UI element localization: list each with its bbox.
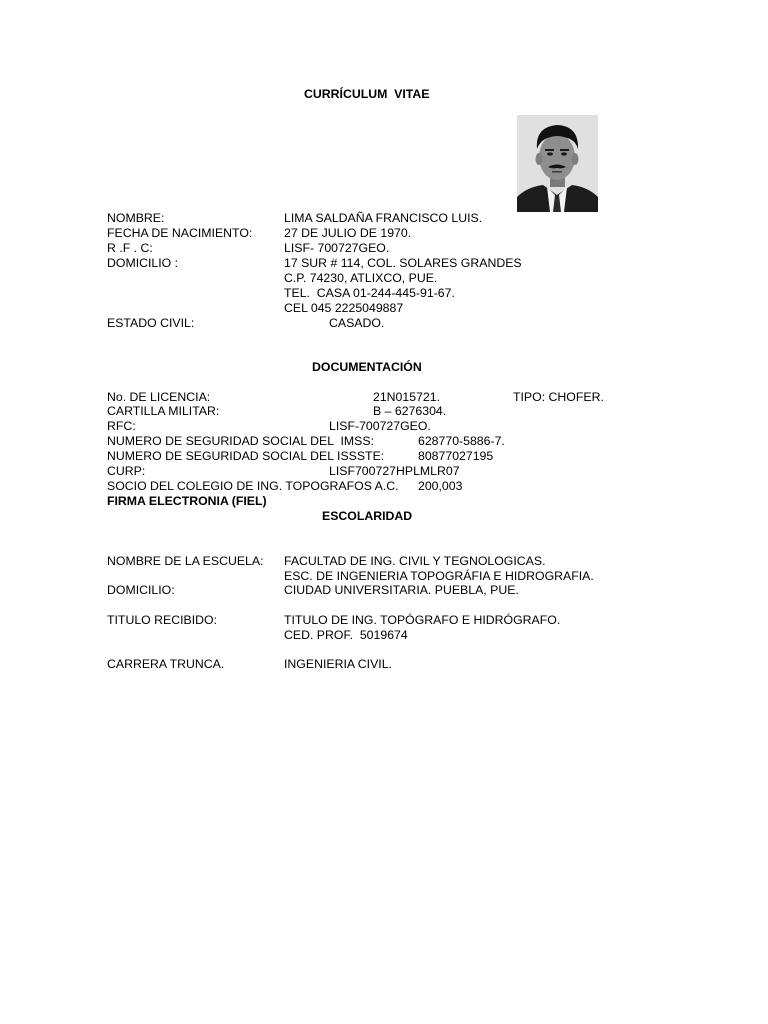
socio-label: SOCIO DEL COLEGIO DE ING. TOPOGRAFOS A.C. <box>107 479 399 493</box>
carrera-trunca-label: CARRERA TRUNCA. <box>107 657 225 671</box>
cartilla-label: CARTILLA MILITAR: <box>107 404 220 418</box>
licencia-label: No. DE LICENCIA: <box>107 390 211 404</box>
fecha-nacimiento-label: FECHA DE NACIMIENTO: <box>107 226 253 240</box>
page-title: CURRÍCULUM VITAE <box>304 87 430 101</box>
telefono-celular: CEL 045 2225049887 <box>284 301 404 315</box>
nombre-label: NOMBRE: <box>107 211 165 225</box>
domicilio-line: C.P. 74230, ATLIXCO, PUE. <box>284 271 438 285</box>
domicilio-line: 17 SUR # 114, COL. SOLARES GRANDES <box>284 256 522 270</box>
escuela-domicilio-value: CIUDAD UNIVERSITARIA. PUEBLA, PUE. <box>284 583 519 597</box>
imss-label: NUMERO DE SEGURIDAD SOCIAL DEL IMSS: <box>107 434 374 448</box>
curp-value: LISF700727HPLMLR07 <box>329 464 460 478</box>
doc-rfc-label: RFC: <box>107 419 136 433</box>
escuela-domicilio-label: DOMICILIO: <box>107 583 175 597</box>
imss-value: 628770-5886-7. <box>418 434 505 448</box>
titulo-line: TITULO DE ING. TOPÓGRAFO E HIDRÓGRAFO. <box>284 613 561 627</box>
fecha-nacimiento-value: 27 DE JULIO DE 1970. <box>284 226 412 240</box>
licencia-value: 21N015721. <box>373 390 441 404</box>
licencia-tipo: TIPO: CHOFER. <box>513 390 604 404</box>
portrait-photo <box>517 115 598 212</box>
escolaridad-heading: ESCOLARIDAD <box>322 509 413 523</box>
carrera-trunca-value: INGENIERIA CIVIL. <box>284 657 392 671</box>
telefono-casa: TEL. CASA 01-244-445-91-67. <box>284 286 455 300</box>
escuela-line: FACULTAD DE ING. CIVIL Y TEGNOLOGICAS. <box>284 554 546 568</box>
issste-label: NUMERO DE SEGURIDAD SOCIAL DEL ISSSTE: <box>107 449 385 463</box>
escuela-label: NOMBRE DE LA ESCUELA: <box>107 554 264 568</box>
rfc-value: LISF- 700727GEO. <box>284 241 390 255</box>
documentacion-heading: DOCUMENTACIÓN <box>312 360 422 374</box>
estado-civil-value: CASADO. <box>329 316 385 330</box>
cedula-profesional: CED. PROF. 5019674 <box>284 628 408 642</box>
portrait-photo-icon <box>517 115 598 212</box>
nombre-value: LIMA SALDAÑA FRANCISCO LUIS. <box>284 211 483 225</box>
domicilio-label: DOMICILIO : <box>107 256 179 270</box>
cartilla-value: B – 6276304. <box>373 404 447 418</box>
issste-value: 80877027195 <box>418 449 494 463</box>
rfc-label: R .F . C: <box>107 241 153 255</box>
curp-label: CURP: <box>107 464 146 478</box>
socio-value: 200,003 <box>418 479 463 493</box>
estado-civil-label: ESTADO CIVIL: <box>107 316 195 330</box>
escuela-line: ESC. DE INGENIERIA TOPOGRÁFIA E HIDROGRAFIA. <box>284 569 594 583</box>
firma-electronica: FIRMA ELECTRONIA (FIEL) <box>107 494 267 508</box>
doc-rfc-value: LISF-700727GEO. <box>329 419 431 433</box>
titulo-label: TITULO RECIBIDO: <box>107 613 217 627</box>
